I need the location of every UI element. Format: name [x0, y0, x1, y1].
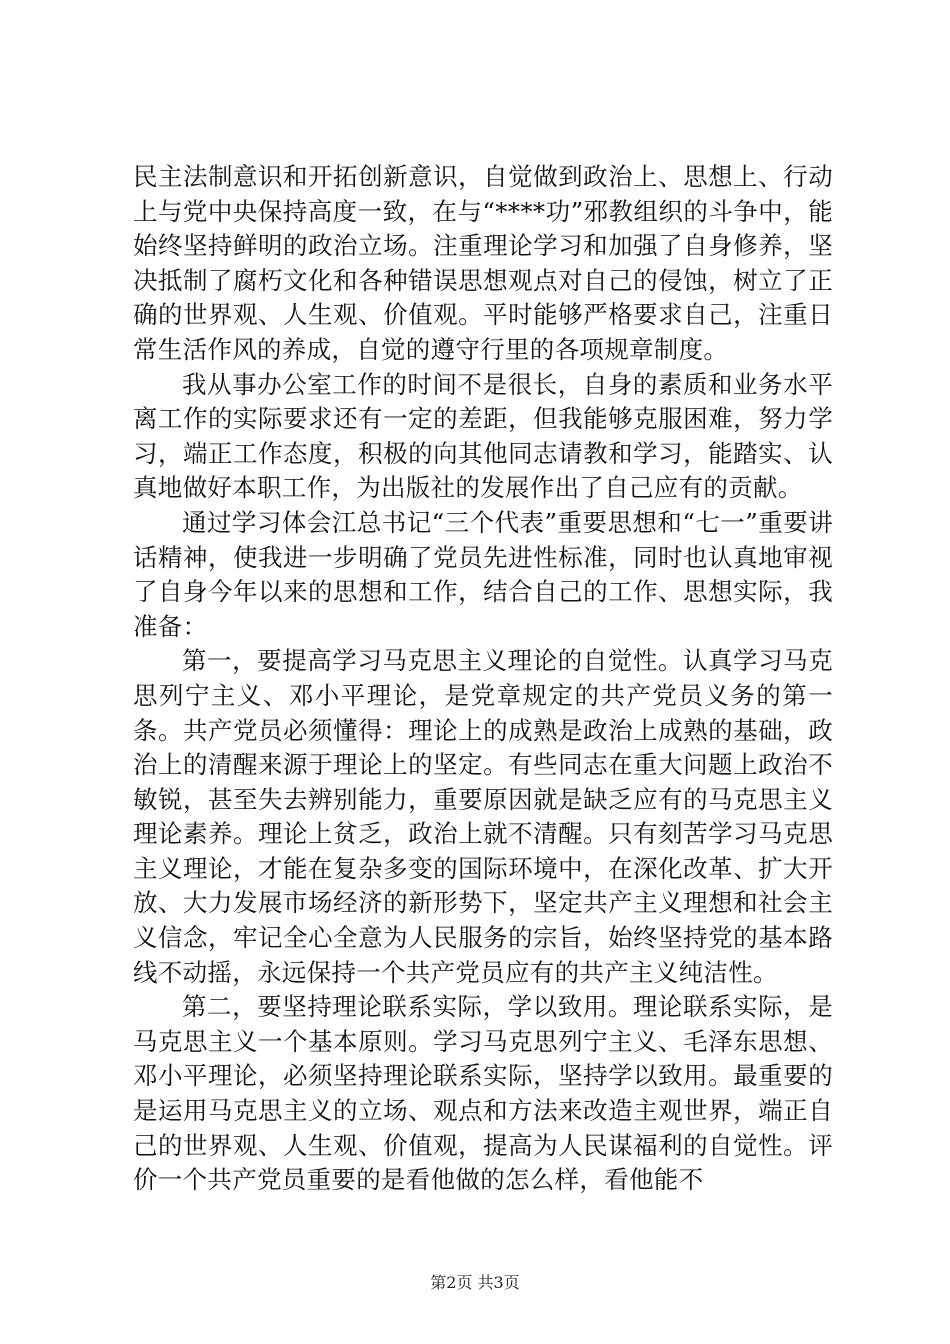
page-number: 第2页 共3页: [430, 1273, 520, 1292]
paragraph-2: 我从事办公室工作的时间不是很长，自身的素质和业务水平离工作的实际要求还有一定的差距，但我能够克服困难，努力学习，端正工作态度，积极的向其他同志请教和学习，能踏实、认真地做好本职工作，为出版社的发展作出了自己应有的贡献。: [133, 369, 833, 503]
paragraph-3: 通过学习体会江总书记“三个代表”重要思想和“七一”重要讲话精神，使我进一步明确了党员先进性标准，同时也认真地审视了自身今年以来的思想和工作，结合自己的工作、思想实际，我准备：: [133, 507, 833, 641]
paragraph-4: 第一，要提高学习马克思主义理论的自觉性。认真学习马克思列宁主义、邓小平理论，是党章规定的共产党员义务的第一条。共产党员必须懂得：理论上的成熟是政治上成熟的基础，政治上的清醒来源于理论上的坚定。有些同志在重大问题上政治不敏锐，甚至失去辨别能力，重要原因就是缺乏应有的马克思主义理论素养。理论上贫乏，政治上就不清醒。只有刻苦学习马克思主义理论，才能在复杂多变的国际环境中，在深化改革、扩大开放、大力发展市场经济的新形势下，坚定共产主义理想和社会主义信念，牢记全心全意为人民服务的宗旨，始终坚持党的基本路线不动摇，永远保持一个共产党员应有的共产主义纯洁性。: [133, 646, 833, 987]
paragraph-1: 民主法制意识和开拓创新意识，自觉做到政治上、思想上、行动上与党中央保持高度一致，在与“****功”邪教组织的斗争中，能始终坚持鲜明的政治立场。注重理论学习和加强了自身修养，坚决抵制了腐朽文化和各种错误思想观点对自己的侵蚀，树立了正确的世界观、人生观、价值观。平时能够严格要求自己，注重日常生活作风的养成，自觉的遵守行里的各项规章制度。: [133, 162, 833, 364]
document-body: [133, 160, 833, 1198]
paragraph-5: 第二，要坚持理论联系实际，学以致用。理论联系实际，是马克思主义一个基本原则。学习马克思列宁主义、毛泽东思想、邓小平理论，必须坚持理论联系实际，坚持学以致用。最重要的是运用马克思主义的立场、观点和方法来改造主观世界，端正自己的世界观、人生观、价值观，提高为人民谋福利的自觉性。评价一个共产党员重要的是看他做的怎么样，看他能不: [133, 992, 833, 1195]
